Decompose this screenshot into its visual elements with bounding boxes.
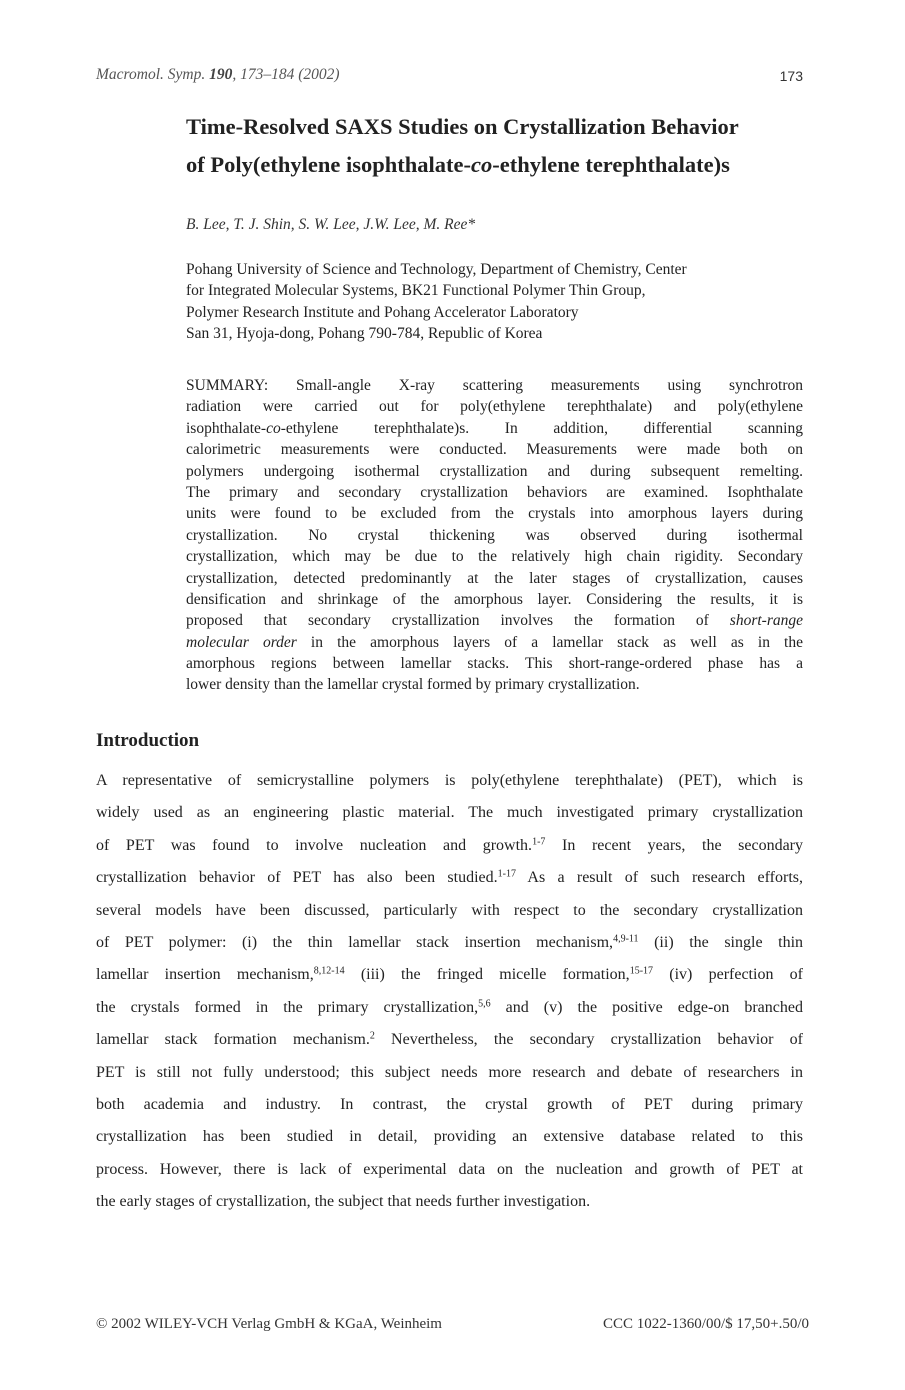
abstract-line: units were found to be excluded from the crystals into amorphous layers during [186, 505, 803, 523]
affiliation-line: San 31, Hyoja-dong, Pohang 790-784, Republic of Korea [186, 325, 543, 343]
abstract-line: radiation were carried out for poly(ethylene terephthalate) and poly(ethylene [186, 398, 803, 416]
body-text: and (v) the positive edge-on branched [490, 998, 803, 1016]
body-text: lamellar insertion mechanism, [96, 966, 314, 984]
abstract-line: amorphous regions between lamellar stacks. This short-range-ordered phase has a [186, 655, 803, 673]
abstract-line: calorimetric measurements were conducted. Measurements were made both on [186, 441, 803, 459]
body-line: several models have been discussed, particularly with respect to the secondary crystallization [96, 901, 803, 919]
page-number: 173 [779, 68, 803, 84]
body-line: process. However, there is lack of experimental data on the nucleation and growth of PET at [96, 1160, 803, 1178]
journal-pages: , 173–184 (2002) [232, 66, 340, 83]
journal-citation [96, 66, 340, 84]
introduction-body [96, 765, 803, 1218]
body-text: the crystals formed in the primary crystallization, [96, 998, 479, 1016]
abstract-line [186, 610, 803, 631]
citation-ref: 1-17 [497, 868, 516, 880]
body-text: (iii) the fringed micelle formation, [344, 966, 630, 984]
body-line [96, 862, 803, 894]
body-text: crystallization behavior of PET has also been studied. [96, 869, 498, 887]
body-text: In recent years, the secondary [545, 836, 803, 854]
body-text: Nevertheless, the secondary crystallization behavior of [374, 1031, 803, 1049]
title-line-2-a: of Poly(ethylene isophthalate- [186, 152, 471, 177]
citation-ref: 2 [369, 1030, 375, 1042]
paper-title [186, 108, 826, 184]
abstract-line: lower density than the lamellar crystal formed by primary crystallization. [186, 676, 640, 694]
body-text: (ii) the single thin [638, 933, 803, 951]
title-line-2-italic: co [470, 152, 493, 177]
abstract-italic: co [266, 419, 281, 437]
body-line: widely used as an engineering plastic material. The much investigated primary crystallization [96, 804, 803, 822]
body-line [96, 927, 803, 959]
abstract-line: polymers undergoing isothermal crystallization and during subsequent remelting. [186, 462, 803, 480]
body-line: A representative of semicrystalline polymers is poly(ethylene terephthalate) (PET), which is [96, 772, 803, 789]
affiliation-line: for Integrated Molecular Systems, BK21 Functional Polymer Thin Group, [186, 282, 646, 300]
abstract-line: crystallization. No crystal thickening was observed during isothermal [186, 526, 803, 544]
body-text: of PET polymer: (i) the thin lamellar stack insertion mechanism, [96, 933, 614, 951]
citation-ref: 15-17 [629, 965, 654, 977]
title-line-1: Time-Resolved SAXS Studies on Crystallization Behavior [186, 114, 739, 139]
abstract-line: SUMMARY: Small-angle X-ray scattering measurements using synchrotron [186, 377, 803, 394]
body-line: crystallization has been studied in detail, providing an extensive database related to this [96, 1128, 803, 1146]
journal-volume: 190 [209, 66, 233, 83]
body-line: PET is still not fully understood; this subject needs more research and debate of researchers in [96, 1063, 803, 1081]
abstract [186, 375, 803, 696]
body-line [96, 959, 803, 991]
title-line-2 [186, 146, 826, 184]
abstract-text: proposed that secondary crystallization involves the formation of [186, 612, 730, 630]
citation-ref: 4,9-11 [613, 933, 639, 945]
abstract-line: crystallization, detected predominantly at the later stages of crystallization, causes [186, 569, 803, 587]
citation-ref: 5,6 [478, 998, 491, 1010]
body-line: both academia and industry. In contrast, the crystal growth of PET during primary [96, 1095, 803, 1113]
body-text: As a result of such research efforts, [516, 869, 803, 887]
abstract-line [186, 632, 803, 653]
affiliation-line: Polymer Research Institute and Pohang Accelerator Laboratory [186, 303, 579, 321]
abstract-text: in the amorphous layers of a lamellar stack as well as in the [296, 633, 803, 651]
abstract-line: densification and shrinkage of the amorphous layer. Considering the results, it is [186, 590, 803, 608]
abstract-text: -ethylene terephthalate)s. In addition, differential scanning [280, 419, 803, 437]
section-heading: Introduction [96, 730, 200, 751]
ccc-code: CCC 1022-1360/00/$ 17,50+.50/0 [603, 1316, 809, 1332]
abstract-italic: molecular order [186, 633, 297, 651]
author-list: B. Lee, T. J. Shin, S. W. Lee, J.W. Lee, M. Ree* [186, 216, 476, 233]
title-line-2-b: -ethylene terephthalate)s [492, 152, 730, 177]
affiliation-line: Pohang University of Science and Technology, Department of Chemistry, Center [186, 261, 687, 278]
abstract-line: crystallization, which may be due to the relatively high chain rigidity. Secondary [186, 548, 803, 566]
copyright-notice: © 2002 WILEY-VCH Verlag GmbH & KGaA, Weinheim [96, 1316, 442, 1332]
body-line [96, 830, 803, 862]
body-text: of PET was found to involve nucleation and growth. [96, 836, 533, 854]
abstract-italic: short-range [729, 612, 803, 630]
affiliation [186, 259, 804, 345]
abstract-line: The primary and secondary crystallization behaviors are examined. Isophthalate [186, 483, 803, 501]
abstract-line [186, 418, 803, 439]
citation-ref: 8,12-14 [313, 965, 345, 977]
abstract-text: isophthalate- [186, 419, 267, 437]
body-line [96, 1024, 803, 1056]
citation-ref: 1-7 [532, 836, 546, 848]
body-text: (iv) perfection of [653, 966, 803, 984]
body-line: the early stages of crystallization, the subject that needs further investigation. [96, 1193, 591, 1211]
body-line [96, 992, 803, 1024]
body-text: lamellar stack formation mechanism. [96, 1031, 370, 1049]
journal-name: Macromol. Symp. [96, 66, 210, 83]
